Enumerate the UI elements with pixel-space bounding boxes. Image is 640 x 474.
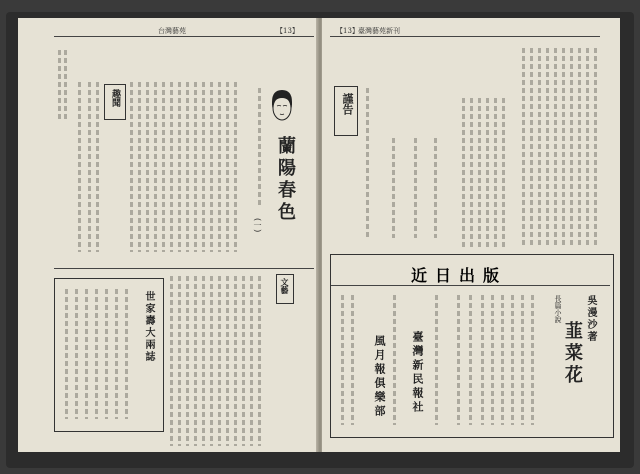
text-column	[486, 98, 489, 248]
text-column	[202, 276, 205, 446]
text-column	[202, 82, 205, 252]
text-column	[130, 82, 133, 252]
text-column	[242, 276, 245, 446]
text-column	[85, 289, 88, 419]
text-column	[258, 276, 261, 446]
text-column	[226, 276, 229, 446]
text-column	[478, 98, 481, 248]
text-column	[250, 276, 253, 446]
left-ad-box	[54, 278, 164, 432]
text-column	[393, 295, 396, 425]
text-column	[105, 289, 108, 419]
text-column	[64, 50, 67, 120]
text-column	[194, 276, 197, 446]
text-column	[154, 82, 157, 252]
text-column	[234, 82, 237, 252]
bottom-tag-box	[276, 274, 294, 304]
announcement-title: 近日出版	[411, 266, 508, 285]
text-column	[522, 48, 525, 248]
text-column	[186, 276, 189, 446]
text-column	[494, 98, 497, 248]
left-divider	[54, 268, 314, 269]
text-column	[58, 50, 61, 120]
distributor: 風月報俱樂部	[373, 335, 386, 419]
author: 吳漫沙著	[585, 295, 596, 343]
serial-title: 蘭陽春色	[275, 136, 296, 224]
text-column	[186, 82, 189, 252]
text-column	[392, 138, 395, 238]
left-page-number: 【13】	[276, 27, 299, 35]
text-column	[96, 82, 99, 252]
text-column	[210, 82, 213, 252]
text-column	[258, 88, 261, 208]
publisher: 臺灣新民報社	[411, 331, 424, 415]
text-column	[218, 276, 221, 446]
text-column	[146, 82, 149, 252]
text-column	[470, 98, 473, 248]
text-column	[562, 48, 565, 248]
right-header-title: 臺灣藝苑新刊	[358, 27, 400, 35]
text-column	[546, 48, 549, 248]
book-title: 韮菜花	[562, 321, 583, 387]
text-column	[366, 88, 369, 238]
text-column	[341, 295, 344, 425]
text-column	[78, 82, 81, 252]
text-column	[351, 295, 354, 425]
left-page	[18, 18, 318, 452]
right-page	[322, 18, 620, 452]
text-column	[578, 48, 581, 248]
text-column	[234, 276, 237, 446]
text-column	[178, 276, 181, 446]
notice-box	[334, 86, 358, 136]
text-column	[162, 82, 165, 252]
left-header-rule	[54, 36, 314, 37]
section-tag-box	[104, 84, 126, 120]
text-column	[586, 48, 589, 248]
text-column	[75, 289, 78, 419]
announcement-box	[330, 254, 614, 438]
right-header-rule	[330, 36, 600, 37]
text-column	[226, 82, 229, 252]
left-header-title: 台灣藝苑	[158, 27, 186, 35]
text-column	[435, 295, 438, 425]
text-column	[434, 138, 437, 238]
serial-part: (一)	[253, 218, 262, 233]
text-column	[481, 295, 484, 425]
text-column	[194, 82, 197, 252]
text-column	[554, 48, 557, 248]
text-column	[178, 82, 181, 252]
text-column	[538, 48, 541, 248]
text-column	[457, 295, 460, 425]
bottom-title: 世家壽大兩誌	[143, 291, 154, 363]
genre: 長篇小說	[554, 295, 562, 323]
section-tag: 趣聞	[110, 89, 120, 107]
text-column	[491, 295, 494, 425]
text-column	[521, 295, 524, 425]
text-column	[469, 295, 472, 425]
text-column	[138, 82, 141, 252]
text-column	[115, 289, 118, 419]
text-column	[170, 276, 173, 446]
text-column	[125, 289, 128, 419]
text-column	[218, 82, 221, 252]
text-column	[530, 48, 533, 248]
text-column	[502, 98, 505, 248]
text-column	[95, 289, 98, 419]
right-page-number: 【13】	[336, 27, 359, 35]
portrait-illustration	[268, 88, 296, 128]
text-column	[210, 276, 213, 446]
text-column	[462, 98, 465, 248]
text-column	[414, 138, 417, 238]
text-column	[511, 295, 514, 425]
text-column	[570, 48, 573, 248]
notice-label: 謹告	[341, 93, 354, 115]
text-column	[170, 82, 173, 252]
text-column	[65, 289, 68, 419]
text-column	[531, 295, 534, 425]
text-column	[594, 48, 597, 248]
bottom-section-tag: 文藝	[280, 278, 290, 294]
text-column	[501, 295, 504, 425]
text-column	[88, 82, 91, 252]
